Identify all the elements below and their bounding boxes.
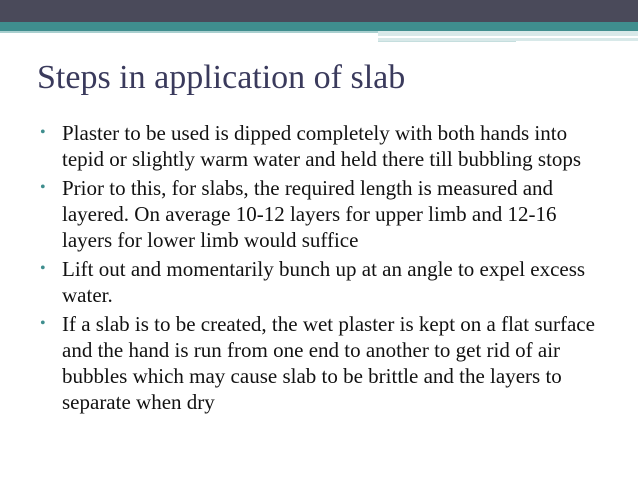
bullet-dot-icon: • [40, 179, 46, 196]
bullet-text: Lift out and momentarily bunch up at an angle to expel excess water. [62, 257, 586, 307]
bullet-dot-icon: • [40, 124, 46, 141]
bullet-text: Prior to this, for slabs, the required length is measured and layered. On average 10-12 layers for upper limb and 12-16 layers for lower limb would suffice [62, 176, 557, 252]
header-band-dark [0, 0, 638, 22]
bullet-list [40, 120, 610, 418]
slide-title: Steps in application of slab [37, 59, 406, 96]
bullet-item [40, 256, 610, 308]
header-decor-short-line [378, 41, 516, 42]
bullet-item [40, 120, 610, 172]
bullet-text: Plaster to be used is dipped completely with both hands into tepid or slightly warm water and held there till bubbling stops [62, 121, 582, 171]
bullet-dot-icon: • [40, 260, 46, 277]
bullet-item [40, 311, 610, 415]
bullet-dot-icon: • [40, 315, 46, 332]
header-decor-line [378, 36, 638, 38]
bullet-text: If a slab is to be created, the wet plaster is kept on a flat surface and the hand is run from one end to another to get rid of air bubbles which may cause slab to be brittle and the layers to separate when dry [62, 312, 595, 414]
header-band-accent [0, 22, 638, 31]
bullet-item [40, 175, 610, 253]
